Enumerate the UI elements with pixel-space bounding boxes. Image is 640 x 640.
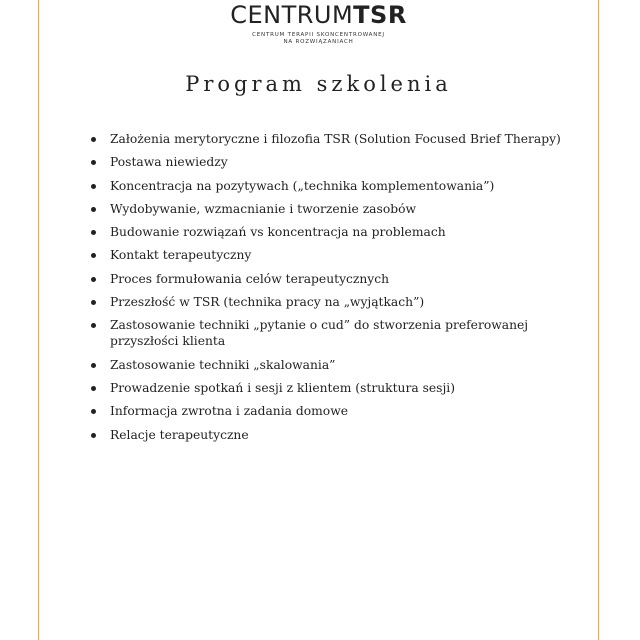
list-item — [91, 357, 561, 373]
list-item-text: Przeszłość w TSR (technika pracy na „wyjątkach”) — [110, 295, 425, 310]
list-item — [91, 201, 561, 217]
list-item-text: Założenia merytoryczne i filozofia TSR (Solution Focused Brief Therapy) — [110, 132, 561, 146]
list-item-text: Prowadzenie spotkań i sesji z klientem (struktura sesji) — [110, 380, 456, 395]
bullet-icon — [91, 386, 96, 391]
list-item-text: Zastosowanie techniki „pytanie o cud” do stworzenia preferowanej przyszłości klienta — [110, 318, 529, 349]
bullet-icon — [91, 137, 96, 142]
bullet-icon — [91, 433, 96, 438]
list-item — [91, 403, 561, 419]
list-item — [91, 294, 561, 310]
bullet-icon — [91, 184, 96, 189]
list-item — [91, 154, 561, 170]
bullet-icon — [91, 160, 96, 165]
list-item-text: Proces formułowania celów terapeutycznych — [110, 271, 390, 286]
logo-wordmark — [39, 2, 598, 28]
list-item-text: Kontakt terapeutyczny — [110, 248, 252, 263]
list-item-text: Postawa niewiedzy — [110, 155, 228, 170]
list-item — [91, 247, 561, 263]
list-item — [91, 131, 561, 147]
logo-text-bold: TSR — [353, 1, 407, 29]
bullet-icon — [91, 409, 96, 414]
bullet-icon — [91, 323, 96, 328]
bullet-icon — [91, 277, 96, 282]
list-item-text: Relacje terapeutyczne — [110, 427, 249, 442]
list-item — [91, 380, 561, 396]
list-item-text: Wydobywanie, wzmacnianie i tworzenie zasobów — [110, 201, 417, 216]
list-item — [91, 178, 561, 194]
bullet-icon — [91, 363, 96, 368]
bullet-icon — [91, 230, 96, 235]
logo — [39, 2, 598, 46]
program-list — [91, 131, 561, 450]
list-item-text: Koncentracja na pozytywach („technika komplementowania”) — [110, 178, 495, 193]
logo-subtitle-line2: NA ROZWIĄZANIACH — [283, 39, 354, 45]
list-item — [91, 317, 561, 349]
list-item-text: Zastosowanie techniki „skalowania” — [110, 357, 336, 372]
bullet-icon — [91, 300, 96, 305]
logo-subtitle-line1: CENTRUM TERAPII SKONCENTROWANEJ — [252, 32, 385, 38]
list-item — [91, 224, 561, 240]
bullet-icon — [91, 207, 96, 212]
logo-text-light: CENTRUM — [230, 1, 354, 29]
list-item-text: Informacja zwrotna i zadania domowe — [110, 404, 349, 419]
list-item-text: Budowanie rozwiązań vs koncentracja na problemach — [110, 225, 446, 240]
page-title: Program szkolenia — [185, 72, 452, 96]
list-item — [91, 271, 561, 287]
document-page — [38, 0, 599, 640]
list-item — [91, 427, 561, 443]
bullet-icon — [91, 253, 96, 258]
